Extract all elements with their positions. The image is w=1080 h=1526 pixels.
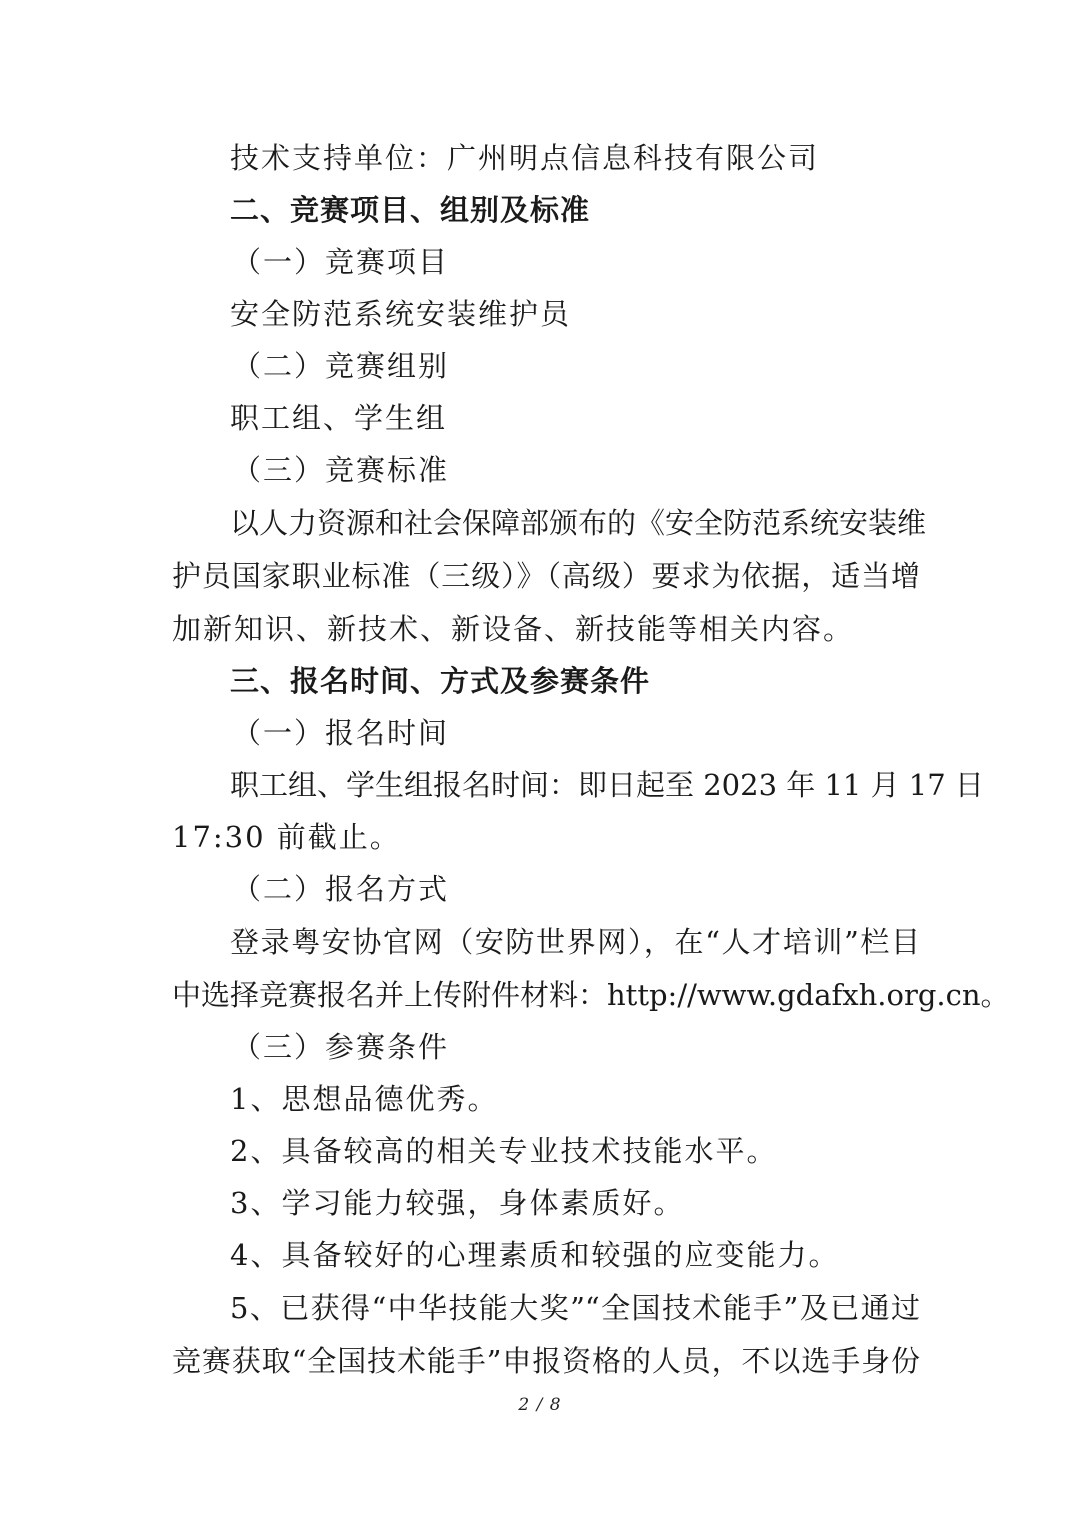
paragraph-line: 加新知识、新技术、新设备、新技能等相关内容。 bbox=[172, 612, 855, 646]
paragraph-line: 17:30 前截止。 bbox=[172, 820, 401, 854]
section-2-sub2-title: （二）竞赛组别 bbox=[232, 349, 450, 383]
section-2-sub3-title: （三）竞赛标准 bbox=[232, 453, 450, 487]
paragraph-line: 职工组、学生组报名时间：即日起至 2023 年 11 月 17 日 bbox=[230, 768, 984, 802]
paragraph-line: 登录粤安协官网（安防世界网），在“人才培训”栏目 bbox=[230, 925, 920, 959]
section-3-heading: 三、报名时间、方式及参赛条件 bbox=[230, 664, 651, 698]
condition-item: 2、具备较高的相关专业技术技能水平。 bbox=[230, 1134, 778, 1168]
condition-item: 3、学习能力较强，身体素质好。 bbox=[230, 1186, 685, 1220]
tech-support-line: 技术支持单位：广州明点信息科技有限公司 bbox=[230, 141, 820, 175]
page-number: 2 / 8 bbox=[518, 1395, 562, 1415]
condition-item: 4、具备较好的心理素质和较强的应变能力。 bbox=[230, 1238, 840, 1272]
section-2-heading: 二、竞赛项目、组别及标准 bbox=[230, 193, 591, 227]
section-2-sub1-title: （一）竞赛项目 bbox=[232, 245, 450, 279]
section-2-sub1-text: 安全防范系统安装维护员 bbox=[230, 297, 572, 331]
condition-item: 1、思想品德优秀。 bbox=[230, 1082, 499, 1116]
condition-item: 5、已获得“中华技能大奖”“全国技术能手”及已通过 bbox=[230, 1291, 920, 1325]
paragraph-line: 护员国家职业标准（三级）》（高级）要求为依据，适当增 bbox=[172, 559, 920, 593]
section-3-sub2-title: （二）报名方式 bbox=[232, 872, 450, 906]
paragraph-line: 以人力资源和社会保障部颁布的《安全防范系统安装维 bbox=[230, 506, 927, 540]
section-3-sub1-title: （一）报名时间 bbox=[232, 716, 450, 750]
paragraph-line: 中选择竞赛报名并上传附件材料：http://www.gdafxh.org.cn。 bbox=[172, 978, 1010, 1012]
section-2-sub2-text: 职工组、学生组 bbox=[230, 401, 448, 435]
paragraph-line: 竞赛获取“全国技术能手”申报资格的人员，不以选手身份 bbox=[172, 1344, 920, 1378]
section-3-sub3-title: （三）参赛条件 bbox=[232, 1030, 450, 1064]
